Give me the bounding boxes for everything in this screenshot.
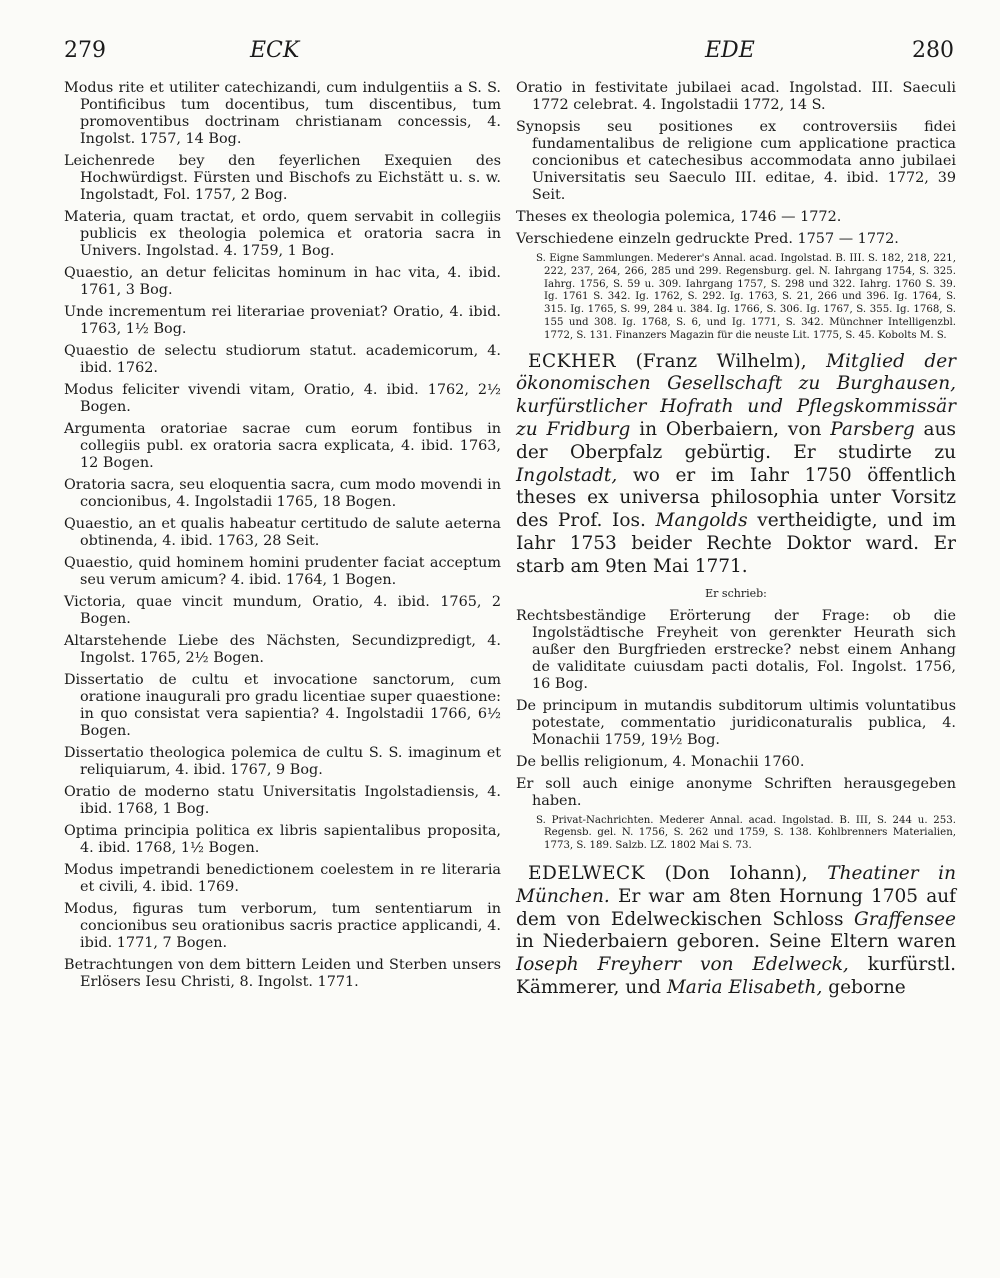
bio-text: Maria Elisabeth, [666, 976, 823, 998]
bibliography-entry: Dissertatio de cultu et invocatione sanctorum, cum oratione inaugurali pro gradu licentiae super quaestione: in quo consistat vera sapientia? 4. Ingolstadii 1766, 6½ Bogen. [64, 672, 501, 739]
er-schrieb-heading: Er schrieb: [705, 586, 767, 600]
bio-text: wo er im Iahr 1750 öffentlich theses ex universa philosophia unter Vorsitz des Prof. Ios. [516, 464, 956, 532]
source-note: S. Eigne Sammlungen. Mederer's Annal. acad. Ingolstad. B. III. S. 182, 218, 221, 222, 237, 264, 266, 285 und 299. Regensburg. gel. N. Iahrgang 1754, S. 325. Iahrg. 1756, S. 59 u. 309. Iahrgang 1757, S. 298 und 322. Iahrg. 1760 S. 39. Ig. 1761 S. 342. Ig. 1762, S. 292. Ig. 1763, S. 21, 266 und 396. Ig. 1764, S. 315. Ig. 1765, S. 99, 284 u. 384. Ig. 1766, S. 306. Ig. 1767, S. 355. Ig. 1768, S. 155 und 308. Ig. 1768, S. 6, und Ig. 1771, S. 342. Münchner Intelligenzbl. 1772, S. 131. Finanzers Magazin für die neuste Lit. 1775, S. 45. Kobolts M. S. [536, 253, 956, 341]
bio-text: Mangolds [655, 510, 748, 532]
given-name: (Don Iohann), [664, 862, 808, 884]
bio-text: Theatiner in München. [516, 862, 956, 907]
bio-text: kurfürstl. Kämmerer, und [516, 954, 956, 998]
bibliography-entry: Dissertatio theologica polemica de cultu S. S. imaginum et reliquiarum, 4. ibid. 1767, 9 Bog. [64, 745, 501, 778]
bibliography-entry: Optima principia politica ex libris sapientalibus proposita, 4. ibid. 1768, 1½ Bogen. [64, 823, 501, 856]
given-name: (Franz Wilhelm), [635, 350, 807, 372]
bibliography-entry: Theses ex theologia polemica, 1746 — 1772. [516, 209, 842, 225]
biography-edelweck [516, 863, 956, 1000]
left-column [64, 80, 501, 996]
bio-text: Parsberg [830, 418, 915, 440]
bibliography-entry: Modus rite et utiliter catechizandi, cum indulgentiis a S. S. Pontificibus tum docentibus, tum discentibus, tum promoventibus doctrinam christianam concessis, 4. Ingolst. 1757, 14 Bog. [64, 80, 501, 147]
bio-text: in Niederbaiern geboren. Seine Eltern waren [516, 931, 956, 953]
headword-eckher: ECKHER [528, 350, 617, 372]
bio-text: Mitglied der ökonomischen Gesellschaft zu Burghausen, kurfürstlicher Hofrath und Pflegskommissär zu Fridburg [516, 350, 956, 440]
source-note: S. Privat-Nachrichten. Mederer Annal. acad. Ingolstad. B. III, S. 244 u. 253. Regensb. gel. N. 1756, S. 262 und 1759, S. 138. Kohlbrenners Materialien, 1773, S. 189. Salzb. LZ. 1802 Mai S. 73. [536, 814, 956, 852]
page-number-left: 279 [64, 38, 106, 63]
bibliography-entry: Leichenrede bey den feyerlichen Exequien des Hochwürdigst. Fürsten und Bischofs zu Eichstätt u. s. w. Ingolstadt, Fol. 1757, 2 Bog. [64, 153, 501, 203]
headword-edelweck: EDELWECK [528, 862, 646, 884]
bibliography-entry: De principum in mutandis subditorum ultimis voluntatibus potestate, commentatio juridiconaturalis publica, 4. Monachii 1759, 19½ Bog. [516, 697, 956, 748]
bibliography-entry: Betrachtungen von dem bittern Leiden und Sterben unsers Erlösers Iesu Christi, 8. Ingolst. 1771. [64, 957, 501, 990]
bibliography-entry: Modus feliciter vivendi vitam, Oratio, 4. ibid. 1762, 2½ Bogen. [64, 382, 501, 415]
bibliography-entry: Altarstehende Liebe des Nächsten, Secundizpredigt, 4. Ingolst. 1765, 2½ Bogen. [64, 633, 501, 666]
bio-text: Graffensee [853, 908, 956, 930]
bio-text: in Oberbaiern, von [639, 418, 822, 440]
page-number-right: 280 [912, 38, 954, 63]
bibliography-entry: Quaestio, an et qualis habeatur certitudo de salute aeterna obtinenda, 4. ibid. 1763, 28 Seit. [64, 516, 501, 549]
bibliography-entry: Modus impetrandi benedictionem coelestem in re literaria et civili, 4. ibid. 1769. [64, 862, 501, 895]
catchword-left: ECK [250, 38, 300, 63]
bibliography-entry: Materia, quam tractat, et ordo, quem servabit in collegiis publicis ex theologia polemica et oratoria sacra in Univers. Ingolstad. 4. 1759, 1 Bog. [64, 209, 501, 259]
bibliography-entry: Quaestio de selectu studiorum statut. academicorum, 4. ibid. 1762. [64, 343, 501, 376]
bibliography-entry: Unde incrementum rei literariae proveniat? Oratio, 4. ibid. 1763, 1½ Bog. [64, 304, 501, 337]
bibliography-entry: Verschiedene einzeln gedruckte Pred. 1757 — 1772. [516, 231, 899, 247]
bio-text: Er war am 8ten Hornung 1705 auf dem von Edelweckischen Schloss [516, 885, 956, 930]
right-column [516, 80, 956, 1008]
bibliography-entry: De bellis religionum, 4. Monachii 1760. [516, 753, 805, 770]
bio-text: aus der Oberpfalz gebürtig. Er studirte zu [516, 418, 956, 463]
bibliography-entry: Argumenta oratoriae sacrae cum eorum fontibus in collegiis publ. ex oratoria sacra explicata, 4. ibid. 1763, 12 Bogen. [64, 421, 501, 471]
bio-text: vertheidigte, und im Iahr 1753 beider Rechte Doktor ward. Er starb am 9ten Mai 1771. [516, 510, 956, 577]
bio-text: Ingolstadt, [516, 464, 618, 486]
bio-text: Ioseph Freyherr von Edelweck, [516, 954, 849, 976]
bibliography-entry: Rechtsbeständige Erörterung der Frage: ob die Ingolstädtische Freyheit von gerenkter Heurath sich außer den Burgfrieden erstrecke? nebst einem Anhang de validitate cuiusdam pacti dotalis, Fol. Ingolst. 1756, 16 Bog. [516, 607, 956, 692]
biography-eckher [516, 351, 956, 579]
bibliography-entry: Oratio in festivitate jubilaei acad. Ingolstad. III. Saeculi 1772 celebrat. 4. Ingolstadii 1772, 14 S. [516, 80, 956, 113]
bibliography-entry: Modus, figuras tum verborum, tum sententiarum in concionibus seu orationibus sacris practice applicandi, 4. ibid. 1771, 7 Bogen. [64, 901, 501, 951]
bibliography-entry: Oratio de moderno statu Universitatis Ingolstadiensis, 4. ibid. 1768, 1 Bog. [64, 784, 501, 817]
catchword-right: EDE [705, 38, 755, 63]
bio-text: geborne [828, 976, 906, 998]
bibliography-entry: Synopsis seu positiones ex controversiis fidei fundamentalibus de religione cum applicatione practica concionibus et catechesibus accommodata anno jubilaei Universitatis seu Saeculo III. editae, 4. ibid. 1772, 39 Seit. [516, 119, 956, 203]
bibliography-entry: Quaestio, an detur felicitas hominum in hac vita, 4. ibid. 1761, 3 Bog. [64, 265, 501, 298]
bibliography-entry: Oratoria sacra, seu eloquentia sacra, cum modo movendi in concionibus, 4. Ingolstadii 1765, 18 Bogen. [64, 477, 501, 510]
bibliography-entry: Victoria, quae vincit mundum, Oratio, 4. ibid. 1765, 2 Bogen. [64, 594, 501, 627]
bibliography-entry: Quaestio, quid hominem homini prudenter faciat acceptum seu verum amicum? 4. ibid. 1764, 1 Bogen. [64, 555, 501, 588]
bibliography-entry: Er soll auch einige anonyme Schriften herausgegeben haben. [516, 775, 956, 809]
